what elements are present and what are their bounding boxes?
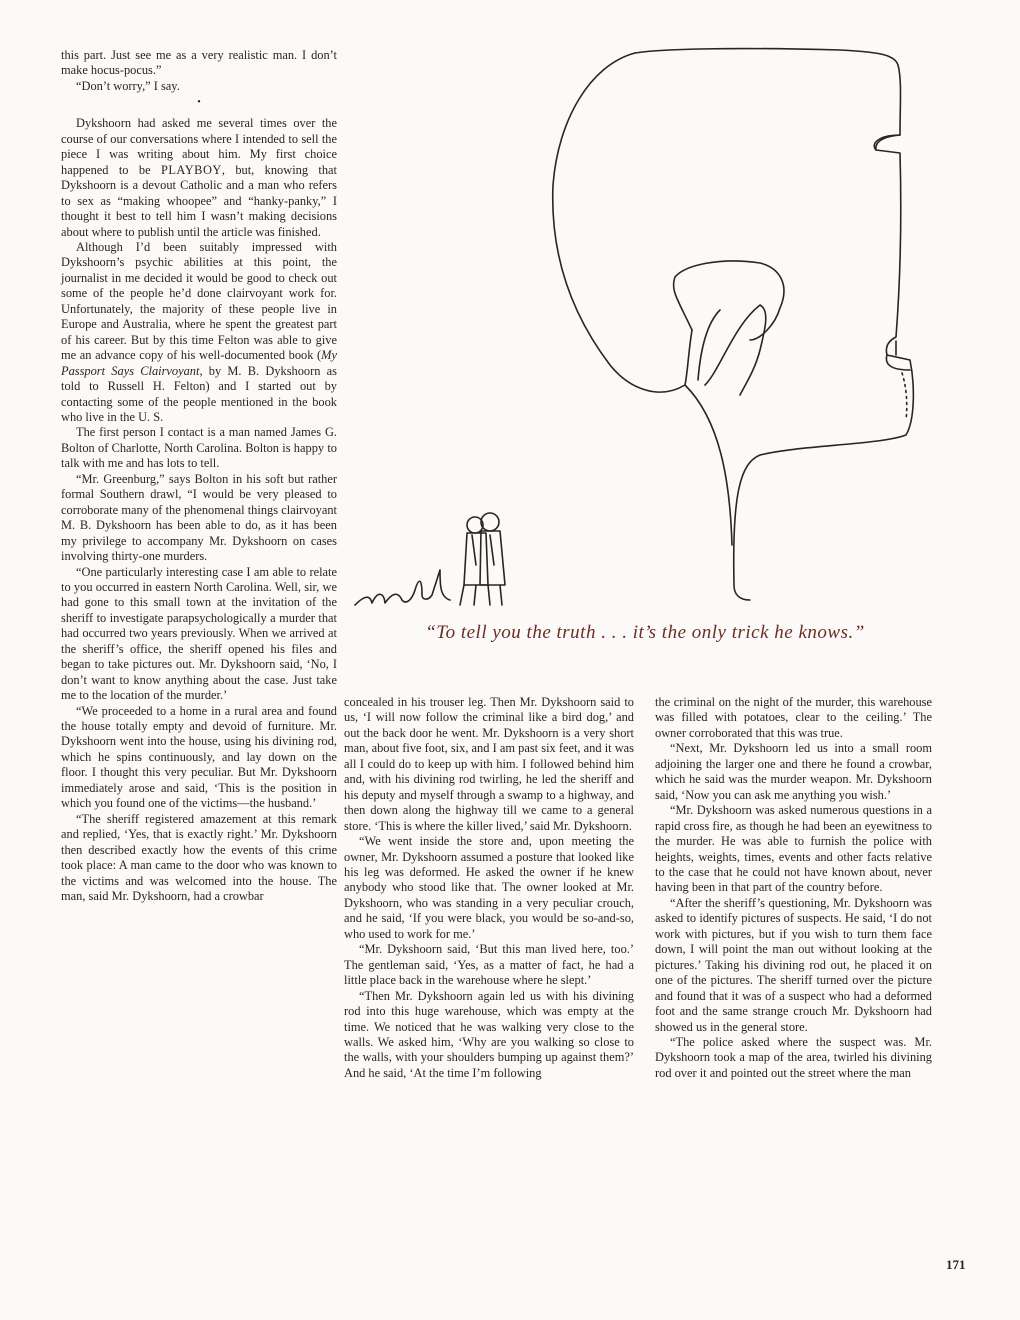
article-column-3: [655, 695, 932, 1081]
paragraph: “Next, Mr. Dykshoorn led us into a small room adjoining the larger one and there he found a crowbar, which he said was the murder weapon. Mr. Dykshoorn said, ‘Now you can ask me anything you wish.’: [655, 741, 932, 802]
magazine-name: PLAYBOY: [160, 162, 222, 177]
text-run: , by M. B. Dykshoorn as told to Russell H. Felton) and I started out by contacting some of the people mentioned in the book who live in the U. S.: [61, 363, 337, 424]
book-title: My Passport Says Clairvoyant: [61, 348, 337, 378]
article-column-1: [61, 48, 337, 904]
article-column-2: [344, 695, 634, 1081]
contortionist-figure: [635, 49, 913, 600]
paragraph: “Mr. Dykshoorn said, ‘But this man lived here, too.’ The gentleman said, ‘Yes, as a matter of fact, he had a little place back in the warehouse where he slept.’: [344, 942, 634, 988]
paragraph: “After the sheriff’s questioning, Mr. Dykshoorn was asked to identify pictures of suspects. He said, ‘I do not work with pictures, but if you wish to turn them face down, I will point the man out without looking at the pictures.’ Taking his divining rod out, he placed it on one of the pictures. The sheriff turned over the picture and found that it was of a suspect who had a deformed foot and the same strange crouch Mr. Dykshoorn had showed us in the general store.: [655, 895, 932, 1034]
text-run: Dykshoorn had asked me several times over the course of our conversations where I intended to sell the piece I was writing about him. My first choice happened to be: [61, 116, 337, 177]
text-run: , but, knowing that Dykshoorn is a devout Catholic and a man who refers to sex as “making whoopee” and “hanky-panky,” I thought it best to tell him I wasn’t making decisions about where to publish until the article was finished.: [61, 162, 337, 239]
paragraph: [61, 240, 337, 425]
paragraph: [61, 116, 337, 240]
section-break: •: [197, 97, 201, 109]
paragraph: “The police asked where the suspect was. Mr. Dykshoorn took a map of the area, twirled his divining rod over it and pointed out the street where the man: [655, 1034, 932, 1080]
text-run: Although I’d been suitably impressed with Dykshoorn’s psychic abilities at this point, the journalist in me decided it would be good to check out some of the people he’d done clairvoyant work for. Unfortunately, the majority of these people live in Europe and Australia, where he spent the greatest part of his career. But by this time Felton was able to give me an advance copy of his well-documented book (: [61, 239, 337, 363]
paragraph: The first person I contact is a man named James G. Bolton of Charlotte, North Carolina. Bolton is happy to talk with me and has lots to tell.: [61, 425, 337, 471]
page-number: 171: [946, 1257, 966, 1272]
cartoonist-signature: [355, 570, 450, 605]
paragraph: “We went inside the store and, upon meeting the owner, Mr. Dykshoorn assumed a posture that looked like his leg was deformed. He asked the owner if he knew anybody who stood like that. The owner looked at Mr. Dykshoorn, who was standing in a very peculiar crouch, and he said, ‘If you were black, you would be so-and-so, who used to work for me.’: [344, 834, 634, 941]
paragraph: “Mr. Greenburg,” says Bolton in his soft but rather formal Southern drawl, “I would be very pleased to corroborate many of the phenomenal things clairvoyant M. B. Dykshoorn has been able to do, as it has been my privilege to accompany Mr. Dykshoorn on cases involving thirty-one murders.: [61, 471, 337, 564]
paragraph: “Don’t worry,” I say.: [76, 78, 180, 93]
paragraph: the criminal on the night of the murder, this warehouse was filled with potatoes, clear to the ceiling.’ The owner corroborated that this was true.: [655, 695, 932, 740]
paragraph: “The sheriff registered amazement at this remark and replied, ‘Yes, that is exactly right.’ Mr. Dykshoorn then described exactly how the events of this crime took place: A man came to the door who was known to the victims and was welcomed into the house. The man, said Mr. Dykshoorn, had a crowbar: [61, 811, 337, 904]
paragraph: this part. Just see me as a very realistic man. I don’t make hocus-pocus.”: [61, 48, 337, 78]
paragraph: “Mr. Dykshoorn was asked numerous questions in a rapid cross fire, as though he had been an eyewitness to the murder. He was able to furnish the police with heights, weights, times, events and other facts relative to the case that he could not have known about, never having been in that part of the country before.: [655, 803, 932, 895]
paragraph: concealed in his trouser leg. Then Mr. Dykshoorn said to us, ‘I will now follow the criminal like a bird dog,’ and out the back door he went. Mr. Dykshoorn is a very short man, about five foot, six, and I am past six feet, and it was all I could do to keep up with him. I followed behind him and, with his divining rod twirling, he led the sheriff and his deputy and myself through a swamp to a highway, and then down along the highway till we came to a general store. ‘This is where the killer lived,’ said Mr. Dykshoorn.: [344, 695, 634, 833]
paragraph: “One particularly interesting case I am able to relate to you occurred in eastern North Carolina. Well, sir, we had gone to this small town at the invitation of the sheriff to investigate parapsychologically a murder that had occurred two years previously. When we arrived at the sheriff’s office, the sheriff opened his files and began to take pictures out. Mr. Dykshoorn said, ‘No, I don’t want to know anything about the case. Just take me to the location of the murder.’: [61, 564, 337, 703]
paragraph: “Then Mr. Dykshoorn again led us with his divining rod into this huge warehouse, which was empty at the time. We noticed that he was walking very close to the walls. We asked him, ‘Why are you walking so close to the walls, with your shoulders bumping up against them?’ And he said, ‘At the time I’m following: [344, 988, 634, 1080]
cartoon-caption: “To tell you the truth . . . it’s the only trick he knows.”: [425, 622, 865, 643]
onlookers-icon: [460, 513, 505, 605]
paragraph: “We proceeded to a home in a rural area and found the house totally empty and devoid of furniture. Mr. Dykshoorn went into the house, using his divining rod, which he spins continuously, and lay down on the floor. I thought this very peculiar. But Mr. Dykshoorn immediately arose and said, ‘This is the position in which you found one of the victims—the husband.’: [61, 703, 337, 811]
cartoon-illustration: [340, 25, 940, 637]
